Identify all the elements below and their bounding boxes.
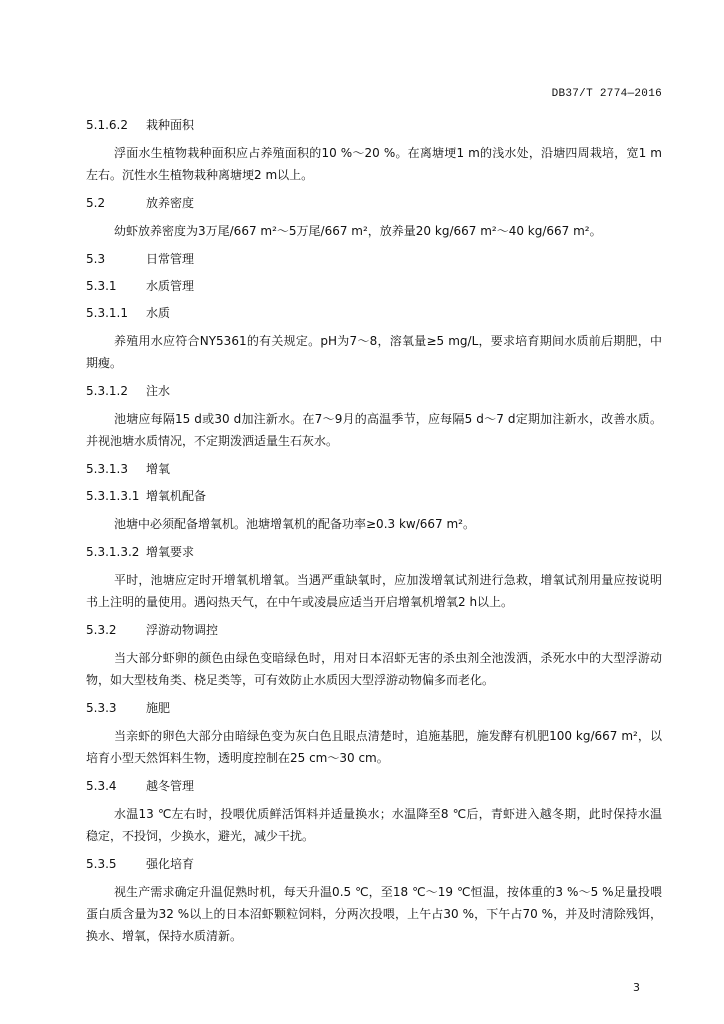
section-title: 水质管理 bbox=[146, 279, 195, 293]
standard-code: DB37/T 2774—2016 bbox=[551, 88, 662, 100]
section-number: 5.3.1.3.2 bbox=[86, 545, 140, 559]
section-heading bbox=[86, 777, 662, 795]
section-heading bbox=[86, 621, 662, 639]
section-title: 栽种面积 bbox=[146, 118, 195, 132]
section-number: 5.2 bbox=[86, 196, 106, 210]
paragraph: 池塘中必须配备增氧机。池塘增氧机的配备功率≥0.3 kw/667 m²。 bbox=[114, 517, 475, 531]
section-heading bbox=[86, 543, 662, 561]
section-number: 5.3.1.3 bbox=[86, 462, 128, 476]
page-content bbox=[86, 116, 662, 947]
section-number: 5.3.4 bbox=[86, 779, 117, 793]
section-heading bbox=[86, 116, 662, 134]
paragraph: 幼虾放养密度为3万尾/667 m²～5万尾/667 m²，放养量20 kg/667 m²～40 kg/667 m²。 bbox=[114, 224, 602, 238]
paragraph: 当亲虾的卵色大部分由暗绿色变为灰白色且眼点清楚时，追施基肥，施发酵有机肥100 kg/667 m²，以培育小型天然饵料生物，透明度控制在25 cm～30 cm。 bbox=[86, 729, 662, 765]
section-heading bbox=[86, 487, 662, 505]
section-title: 浮游动物调控 bbox=[146, 623, 219, 637]
section-title: 日常管理 bbox=[146, 252, 195, 266]
paragraph: 视生产需求确定升温促熟时机，每天升温0.5 ℃，至18 ℃～19 ℃恒温，按体重的3 %～5 %足量投喂蛋白质含量为32 %以上的日本沼虾颗粒饲料，分两次投喂，上午占30 %，下午占70 %，并及时清除残饵，换水、增氧，保持水质清新。 bbox=[86, 885, 662, 943]
section-heading bbox=[86, 382, 662, 400]
paragraph: 养殖用水应符合NY5361的有关规定。pH为7～8，溶氧量≥5 mg/L，要求培育期间水质前后期肥，中期瘦。 bbox=[86, 334, 662, 370]
section-number: 5.3.1.2 bbox=[86, 384, 128, 398]
paragraph: 池塘应每隔15 d或30 d加注新水。在7～9月的高温季节，应每隔5 d～7 d定期加注新水，改善水质。并视池塘水质情况，不定期泼洒适量生石灰水。 bbox=[86, 412, 662, 448]
page-number: 3 bbox=[633, 981, 640, 994]
section-title: 增氧机配备 bbox=[146, 489, 207, 503]
paragraph: 平时，池塘应定时开增氧机增氧。当遇严重缺氧时，应加泼增氧试剂进行急救，增氧试剂用量应按说明书上注明的量使用。遇闷热天气，在中午或凌晨应适当开启增氧机增氧2 h以上。 bbox=[86, 573, 662, 609]
section-title: 增氧要求 bbox=[146, 545, 195, 559]
section-heading bbox=[86, 250, 662, 268]
section-heading bbox=[86, 304, 662, 322]
section-title: 越冬管理 bbox=[146, 779, 195, 793]
section-number: 5.3.1.1 bbox=[86, 306, 128, 320]
paragraph: 浮面水生植物栽种面积应占养殖面积的10 %～20 %。在离塘埂1 m的浅水处，沿塘四周栽培，宽1 m左右。沉性水生植物栽种离塘埂2 m以上。 bbox=[86, 146, 662, 182]
section-number: 5.1.6.2 bbox=[86, 118, 128, 132]
section-number: 5.3.5 bbox=[86, 857, 117, 871]
section-number: 5.3.1 bbox=[86, 279, 117, 293]
section-title: 增氧 bbox=[146, 462, 171, 476]
section-heading bbox=[86, 855, 662, 873]
section-number: 5.3.1.3.1 bbox=[86, 489, 140, 503]
section-number: 5.3 bbox=[86, 252, 106, 266]
paragraph: 水温13 ℃左右时，投喂优质鲜活饵料并适量换水；水温降至8 ℃后，青虾进入越冬期，此时保持水温稳定，不投饲，少换水，避光，减少干扰。 bbox=[86, 807, 662, 843]
section-title: 强化培育 bbox=[146, 857, 195, 871]
section-number: 5.3.3 bbox=[86, 701, 117, 715]
paragraph: 当大部分虾卵的颜色由绿色变暗绿色时，用对日本沼虾无害的杀虫剂全池泼洒，杀死水中的大型浮游动物，如大型枝角类、桡足类等，可有效防止水质因大型浮游动物偏多而老化。 bbox=[86, 651, 662, 687]
section-heading bbox=[86, 277, 662, 295]
section-title: 水质 bbox=[146, 306, 171, 320]
section-title: 注水 bbox=[146, 384, 171, 398]
section-heading bbox=[86, 699, 662, 717]
section-number: 5.3.2 bbox=[86, 623, 117, 637]
section-heading bbox=[86, 460, 662, 478]
section-title: 放养密度 bbox=[146, 196, 195, 210]
section-title: 施肥 bbox=[146, 701, 171, 715]
section-heading bbox=[86, 194, 662, 212]
